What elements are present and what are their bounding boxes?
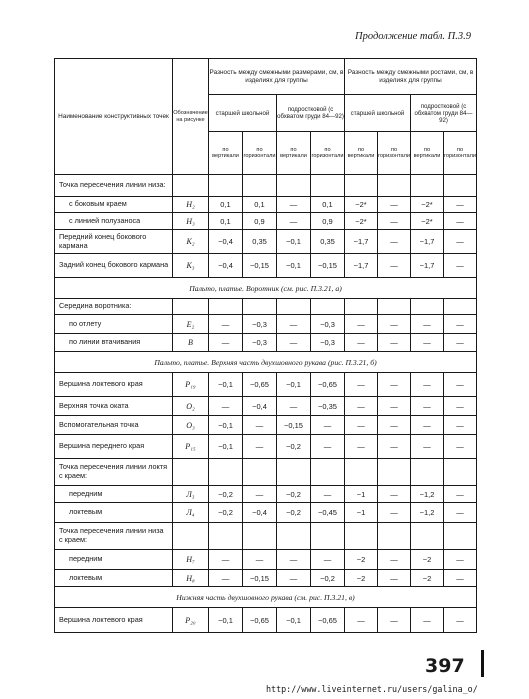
- value-cell: —: [378, 254, 411, 278]
- value-cell: −0,45: [311, 503, 345, 523]
- point-name: локтевым: [55, 570, 173, 587]
- value-cell: [444, 175, 477, 197]
- value-cell: —: [378, 315, 411, 334]
- point-symbol: H₈: [173, 570, 209, 587]
- value-cell: −0,2: [277, 435, 311, 459]
- header-senior-school-b: старшей школьной: [345, 95, 411, 132]
- value-cell: −0,15: [243, 254, 277, 278]
- value-cell: —: [345, 416, 378, 435]
- value-cell: —: [378, 373, 411, 397]
- header-vertical: по вертикали: [277, 132, 311, 175]
- value-cell: —: [444, 315, 477, 334]
- value-cell: —: [311, 416, 345, 435]
- value-cell: −0,3: [311, 315, 345, 334]
- value-cell: [345, 299, 378, 315]
- value-cell: [311, 299, 345, 315]
- value-cell: −1,7: [345, 254, 378, 278]
- point-symbol: P₁₅: [173, 435, 209, 459]
- value-cell: —: [243, 435, 277, 459]
- point-symbol: O₃: [173, 416, 209, 435]
- value-cell: —: [209, 315, 243, 334]
- value-cell: —: [411, 397, 444, 416]
- point-name: с линией полузаноса: [55, 213, 173, 230]
- value-cell: −0,65: [243, 373, 277, 397]
- table-row: [55, 570, 477, 587]
- table-row: [55, 230, 477, 254]
- section-title: Нижняя часть двухшовного рукава (см. рис. П.3.21, в): [55, 587, 477, 608]
- page-number-bar: [481, 650, 484, 677]
- value-cell: —: [378, 550, 411, 570]
- point-symbol: [173, 523, 209, 550]
- value-cell: [411, 299, 444, 315]
- point-symbol: Л₄: [173, 503, 209, 523]
- value-cell: [243, 459, 277, 486]
- value-cell: —: [345, 435, 378, 459]
- value-cell: −0,1: [277, 230, 311, 254]
- point-name: по линии втачивания: [55, 334, 173, 352]
- value-cell: —: [444, 397, 477, 416]
- value-cell: [277, 459, 311, 486]
- value-cell: [378, 459, 411, 486]
- section-header-row: [55, 352, 477, 373]
- value-cell: —: [209, 397, 243, 416]
- point-symbol: H₃: [173, 213, 209, 230]
- value-cell: −0,35: [311, 397, 345, 416]
- value-cell: −2*: [411, 213, 444, 230]
- value-cell: 0,1: [209, 213, 243, 230]
- table-row: [55, 486, 477, 503]
- value-cell: 0,35: [311, 230, 345, 254]
- value-cell: —: [277, 315, 311, 334]
- value-cell: —: [378, 503, 411, 523]
- point-name: с боковым краем: [55, 197, 173, 213]
- table-row: [55, 435, 477, 459]
- value-cell: −0,65: [243, 608, 277, 633]
- point-name: Верхняя точка оката: [55, 397, 173, 416]
- value-cell: −0,15: [243, 570, 277, 587]
- value-cell: −1,2: [411, 503, 444, 523]
- value-cell: −0,15: [311, 254, 345, 278]
- value-cell: [243, 175, 277, 197]
- point-symbol: P₁₉: [173, 373, 209, 397]
- value-cell: —: [277, 570, 311, 587]
- value-cell: −0,4: [243, 503, 277, 523]
- value-cell: −2: [411, 550, 444, 570]
- construction-points-table: [54, 58, 477, 633]
- value-cell: —: [444, 213, 477, 230]
- value-cell: −0,1: [209, 373, 243, 397]
- value-cell: −0,2: [277, 486, 311, 503]
- value-cell: 0,9: [311, 213, 345, 230]
- value-cell: —: [444, 416, 477, 435]
- page-number: 397: [425, 655, 465, 677]
- header-height-difference: Разность между смежными ростами, см, в изделиях для группы: [345, 59, 477, 95]
- value-cell: −0,65: [311, 373, 345, 397]
- value-cell: −0,1: [209, 435, 243, 459]
- value-cell: —: [378, 334, 411, 352]
- value-cell: −0,1: [209, 416, 243, 435]
- value-cell: —: [444, 435, 477, 459]
- value-cell: —: [444, 570, 477, 587]
- value-cell: −1,2: [411, 486, 444, 503]
- value-cell: −1: [345, 503, 378, 523]
- value-cell: —: [311, 486, 345, 503]
- value-cell: −2*: [411, 197, 444, 213]
- value-cell: −0,15: [277, 416, 311, 435]
- value-cell: −0,1: [209, 608, 243, 633]
- value-cell: [444, 523, 477, 550]
- value-cell: —: [444, 486, 477, 503]
- value-cell: —: [378, 570, 411, 587]
- header-vertical: по вертикали: [209, 132, 243, 175]
- value-cell: 0,9: [243, 213, 277, 230]
- value-cell: —: [277, 213, 311, 230]
- section-header-row: [55, 587, 477, 608]
- point-symbol: K₃: [173, 254, 209, 278]
- header-vertical: по вертикали: [411, 132, 444, 175]
- header-horizontal: по горизонтали: [378, 132, 411, 175]
- value-cell: −0,2: [311, 570, 345, 587]
- value-cell: —: [311, 550, 345, 570]
- value-cell: —: [444, 550, 477, 570]
- value-cell: —: [411, 416, 444, 435]
- table-row: [55, 175, 477, 197]
- header-teen-b: подростковой (с обхватом груди 84—92): [411, 95, 477, 132]
- value-cell: —: [411, 435, 444, 459]
- table-body: [55, 175, 477, 633]
- value-cell: −2: [345, 570, 378, 587]
- value-cell: [411, 523, 444, 550]
- value-cell: −1,7: [411, 230, 444, 254]
- value-cell: —: [209, 570, 243, 587]
- value-cell: —: [444, 334, 477, 352]
- header-senior-school-a: старшей школьной: [209, 95, 277, 132]
- value-cell: —: [444, 373, 477, 397]
- value-cell: [209, 523, 243, 550]
- value-cell: —: [378, 608, 411, 633]
- table-row: [55, 373, 477, 397]
- value-cell: −2: [345, 550, 378, 570]
- value-cell: —: [209, 334, 243, 352]
- value-cell: [243, 523, 277, 550]
- section-title: Пальто, платье. Верхняя часть двухшовного рукава (рис. П.3.21, б): [55, 352, 477, 373]
- header-size-difference: Разность между смежными размерами, см, в изделиях для группы: [209, 59, 345, 95]
- value-cell: [277, 523, 311, 550]
- value-cell: [444, 299, 477, 315]
- point-name: Вершина переднего края: [55, 435, 173, 459]
- header-symbol: Обозначение на рисунке: [173, 59, 209, 175]
- point-name: Точка пересечения линии низа с краем:: [55, 523, 173, 550]
- value-cell: −2: [411, 570, 444, 587]
- value-cell: —: [311, 435, 345, 459]
- value-cell: [243, 299, 277, 315]
- point-symbol: K₂: [173, 230, 209, 254]
- table-row: [55, 608, 477, 633]
- table-row: [55, 213, 477, 230]
- value-cell: —: [444, 230, 477, 254]
- value-cell: 0,35: [243, 230, 277, 254]
- value-cell: —: [345, 373, 378, 397]
- value-cell: [411, 175, 444, 197]
- value-cell: [209, 299, 243, 315]
- header-point-name: Наименование конструктивных точек: [55, 59, 173, 175]
- point-name: передним: [55, 550, 173, 570]
- value-cell: [277, 175, 311, 197]
- table-row: [55, 334, 477, 352]
- point-symbol: Л₃: [173, 486, 209, 503]
- value-cell: —: [444, 197, 477, 213]
- table-row: [55, 254, 477, 278]
- value-cell: [378, 523, 411, 550]
- table-row: [55, 416, 477, 435]
- value-cell: —: [378, 435, 411, 459]
- value-cell: —: [209, 550, 243, 570]
- value-cell: −2*: [345, 213, 378, 230]
- value-cell: −0,3: [311, 334, 345, 352]
- table-row: [55, 299, 477, 315]
- value-cell: —: [444, 608, 477, 633]
- table-row: [55, 397, 477, 416]
- header-vertical: по вертикали: [345, 132, 378, 175]
- value-cell: [311, 459, 345, 486]
- value-cell: −0,1: [277, 608, 311, 633]
- header-horizontal: по горизонтали: [243, 132, 277, 175]
- table-row: [55, 523, 477, 550]
- value-cell: −0,65: [311, 608, 345, 633]
- value-cell: —: [345, 334, 378, 352]
- point-symbol: H₇: [173, 550, 209, 570]
- point-name: Точка пересечения линии низа:: [55, 175, 173, 197]
- point-name: локтевым: [55, 503, 173, 523]
- value-cell: —: [345, 315, 378, 334]
- point-symbol: B: [173, 334, 209, 352]
- table-row: [55, 503, 477, 523]
- table-row: [55, 459, 477, 486]
- point-name: передним: [55, 486, 173, 503]
- value-cell: [345, 523, 378, 550]
- value-cell: [411, 459, 444, 486]
- value-cell: —: [243, 416, 277, 435]
- value-cell: —: [277, 197, 311, 213]
- value-cell: —: [444, 254, 477, 278]
- value-cell: [444, 459, 477, 486]
- value-cell: —: [411, 315, 444, 334]
- value-cell: [209, 459, 243, 486]
- table-row: [55, 197, 477, 213]
- value-cell: [345, 175, 378, 197]
- value-cell: −0,4: [243, 397, 277, 416]
- value-cell: 0,1: [243, 197, 277, 213]
- point-name: Вспомогательная точка: [55, 416, 173, 435]
- value-cell: —: [378, 486, 411, 503]
- table-row: [55, 550, 477, 570]
- value-cell: —: [378, 213, 411, 230]
- value-cell: —: [277, 397, 311, 416]
- value-cell: 0,1: [311, 197, 345, 213]
- footer-url: http://www.liveinternet.ru/users/galina_o/: [266, 684, 478, 694]
- section-header-row: [55, 278, 477, 299]
- point-symbol: E₂: [173, 315, 209, 334]
- point-name: Задний конец бокового кармана: [55, 254, 173, 278]
- value-cell: —: [345, 608, 378, 633]
- point-symbol: O₂: [173, 397, 209, 416]
- value-cell: —: [411, 373, 444, 397]
- value-cell: [311, 523, 345, 550]
- value-cell: —: [411, 608, 444, 633]
- value-cell: −0,1: [277, 373, 311, 397]
- value-cell: [209, 175, 243, 197]
- value-cell: [378, 175, 411, 197]
- point-name: Передний конец бокового кармана: [55, 230, 173, 254]
- point-name: Вершина локтевого края: [55, 373, 173, 397]
- value-cell: −2*: [345, 197, 378, 213]
- value-cell: −0,4: [209, 230, 243, 254]
- point-symbol: [173, 299, 209, 315]
- point-name: Точка пересечения линии локтя с краем:: [55, 459, 173, 486]
- value-cell: −0,3: [243, 334, 277, 352]
- value-cell: —: [378, 416, 411, 435]
- point-name: Середина воротника:: [55, 299, 173, 315]
- value-cell: −1: [345, 486, 378, 503]
- value-cell: —: [243, 550, 277, 570]
- point-name: Вершина локтевого края: [55, 608, 173, 633]
- table-continuation-caption: Продолжение табл. П.3.9: [355, 31, 471, 42]
- value-cell: −0,4: [209, 254, 243, 278]
- value-cell: −0,2: [277, 503, 311, 523]
- value-cell: −0,2: [209, 503, 243, 523]
- value-cell: —: [411, 334, 444, 352]
- value-cell: —: [277, 550, 311, 570]
- value-cell: —: [277, 334, 311, 352]
- value-cell: [311, 175, 345, 197]
- value-cell: −0,3: [243, 315, 277, 334]
- header-horizontal: по горизонтали: [311, 132, 345, 175]
- table-row: [55, 315, 477, 334]
- point-name: по отлету: [55, 315, 173, 334]
- value-cell: [378, 299, 411, 315]
- value-cell: —: [378, 397, 411, 416]
- value-cell: —: [444, 503, 477, 523]
- header-horizontal: по горизонтали: [444, 132, 477, 175]
- value-cell: —: [378, 197, 411, 213]
- value-cell: [345, 459, 378, 486]
- point-symbol: H₂: [173, 197, 209, 213]
- value-cell: —: [243, 486, 277, 503]
- point-symbol: P₂₀: [173, 608, 209, 633]
- value-cell: −0,2: [209, 486, 243, 503]
- value-cell: [277, 299, 311, 315]
- value-cell: −1,7: [411, 254, 444, 278]
- value-cell: —: [345, 397, 378, 416]
- value-cell: −0,1: [277, 254, 311, 278]
- point-symbol: [173, 459, 209, 486]
- value-cell: −1,7: [345, 230, 378, 254]
- value-cell: 0,1: [209, 197, 243, 213]
- value-cell: —: [378, 230, 411, 254]
- section-title: Пальто, платье. Воротник (см. рис. П.3.21, а): [55, 278, 477, 299]
- header-teen-a: подростковой (с обхватом груди 84—92): [277, 95, 345, 132]
- point-symbol: [173, 175, 209, 197]
